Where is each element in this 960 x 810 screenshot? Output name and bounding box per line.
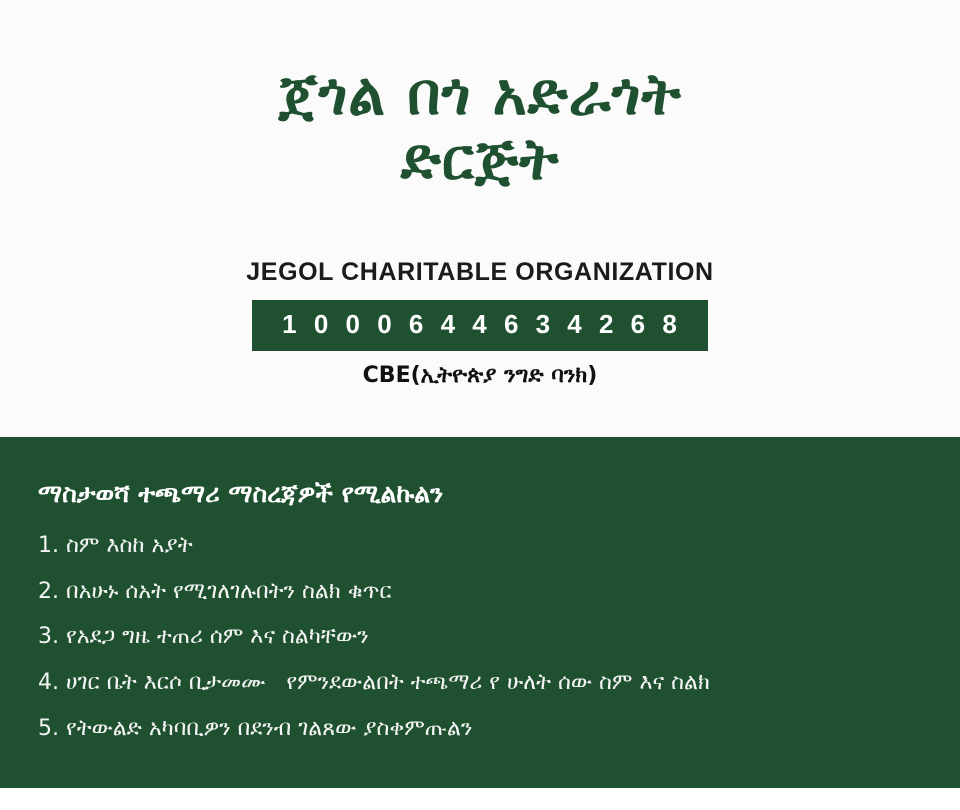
requirements-title: ማስታወሻ ተጫማሪ ማስረጃዎች የሚልኩልን — [38, 479, 444, 508]
list-item: 3. የአደጋ ግዜ ተጠሪ ሰም እና ስልካቸውን — [38, 624, 369, 650]
list-item: 4. ሀገር ቤት እርሶ ቢታመሙ የምንደውልበት ተጫማሪ የ ሁለት ሰው ስም እና ስልክ — [38, 670, 710, 696]
requirements-section — [0, 437, 960, 788]
requirements-list — [38, 531, 960, 743]
list-item: 2. በአሁኑ ሰአት የሚገለገሉበትን ስልክ ቁጥር — [38, 578, 392, 604]
list-item: 5. የትውልድ አካባቢዎን በደንብ ገልጸው ያስቀምጡልን — [38, 715, 473, 741]
bottom-white-edge — [0, 788, 960, 810]
headline-line-2: ድርጅት — [400, 124, 560, 193]
account-number-banner: 1 0 0 0 6 4 4 6 3 4 2 6 8 — [252, 300, 708, 351]
list-item: 1. ስም እስከ አያት — [38, 533, 193, 558]
page-title — [278, 62, 681, 192]
organization-name: JEGOL CHARITABLE ORGANIZATION — [246, 257, 714, 286]
bank-name: CBE(ኢትዮጵያ ንግድ ባንክ) — [362, 362, 598, 388]
headline-line-1: ጀጎል በጎ አድራጎት — [278, 60, 682, 128]
